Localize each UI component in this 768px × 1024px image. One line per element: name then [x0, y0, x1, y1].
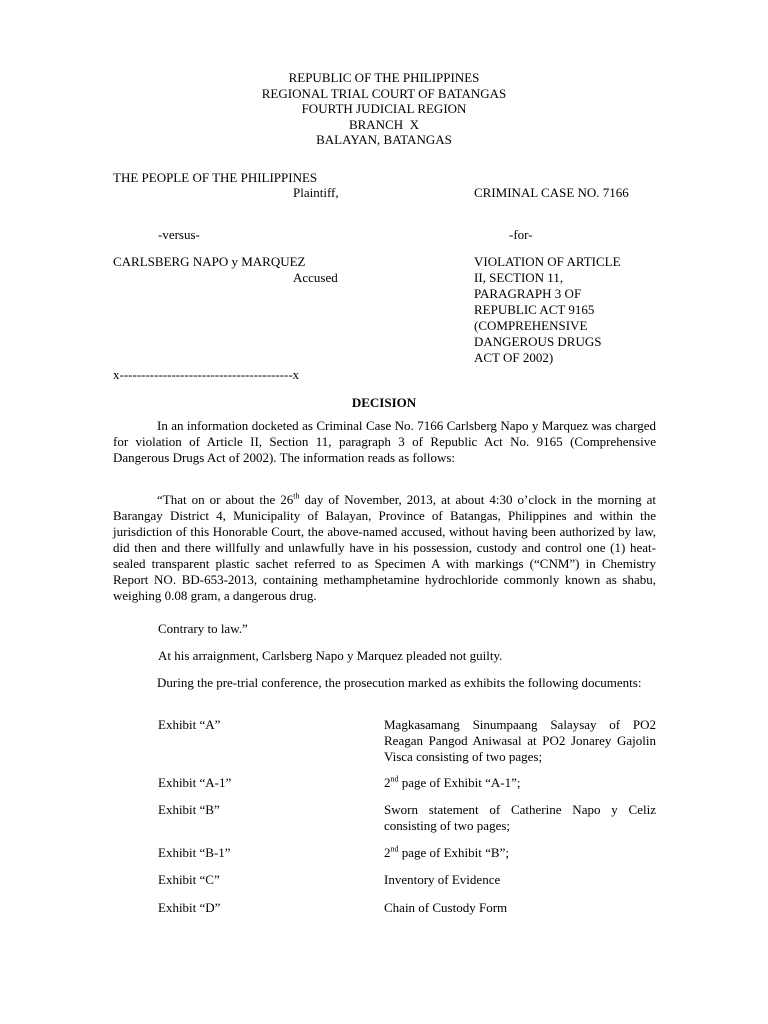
exhibit-label: Exhibit “A-1”: [158, 775, 232, 790]
paragraph-arraignment: At his arraignment, Carlsberg Napo y Marquez pleaded not guilty.: [158, 648, 503, 663]
charge-line: DANGEROUS DRUGS: [474, 334, 602, 349]
exhibit-label: Exhibit “A”: [158, 717, 221, 732]
exhibit-description-suffix: nd: [390, 844, 399, 854]
court-header: [0, 70, 768, 148]
versus-label: -versus-: [158, 227, 200, 242]
header-line-location: BALAYAN, BATANGAS: [316, 132, 452, 147]
exhibit-label: Exhibit “B”: [158, 802, 220, 817]
exhibit-label: Exhibit “C”: [158, 872, 220, 887]
quote-text-rest: day of November, 2013, at about 4:30 o’clock in the morning at Barangay District 4, Municipality of Balayan, Province of Batangas, Philippines and within the jurisdiction of this Honorable Court, the above-named accused, without having been authorized by law, did then and there willfully and unlawfully have in his possession, custody and control one (1) heat-sealed transparent plastic sachet referred to as Specimen A with markings (“CNM”) in Chemistry Report NO. BD-653-2013, containing methamphetamine hydrochloride commonly known as shabu, weighing 0.08 gram, a dangerous drug.: [113, 492, 657, 603]
charge-line: ACT OF 2002): [474, 350, 554, 365]
exhibit-description: [384, 775, 656, 791]
exhibit-description-suffix: nd: [390, 774, 399, 784]
paragraph-information-text: In an information docketed as Criminal Case No. 7166 Carlsberg Napo y Marquez was charged for violation of Article II, Section 11, paragraph 3 of Republic Act No. 9165 (Comprehensive Dangerous Drugs Act of 2002). The information reads as follows:: [113, 418, 656, 465]
accused-role: Accused: [293, 270, 338, 285]
caption-separator: x----------------------------------------x: [113, 367, 300, 382]
case-number: CRIMINAL CASE NO. 7166: [474, 185, 629, 200]
charge-line: REPUBLIC ACT 9165: [474, 302, 595, 317]
exhibit-description-number: 2: [384, 845, 391, 860]
plaintiff-role: Plaintiff,: [293, 185, 339, 200]
paragraph-information: [113, 418, 656, 466]
plaintiff-name: THE PEOPLE OF THE PHILIPPINES: [113, 170, 318, 185]
header-line-court: REGIONAL TRIAL COURT OF BATANGAS: [261, 85, 507, 101]
paragraph-quote: [113, 492, 656, 604]
charge-line: (COMPREHENSIVE: [474, 318, 588, 333]
exhibit-description: Sworn statement of Catherine Napo y Celiz consisting of two pages;: [384, 802, 656, 833]
document-title: DECISION: [351, 395, 417, 410]
exhibit-description-number: 2: [384, 775, 391, 790]
paragraph-pretrial: [113, 675, 656, 691]
exhibit-description: [384, 845, 656, 861]
exhibit-description-text: page of Exhibit “B”;: [398, 845, 509, 860]
charge-block: [474, 254, 621, 366]
quote-text-start: “That on or about the 26: [157, 492, 294, 507]
for-label: -for-: [509, 227, 533, 242]
quote-ordinal-suffix: th: [293, 491, 300, 501]
paragraph-pretrial-text: During the pre-trial conference, the prosecution marked as exhibits the following documents:: [157, 675, 642, 690]
exhibit-label: Exhibit “D”: [158, 900, 221, 915]
header-line-branch: BRANCH X: [348, 116, 420, 132]
contrary-to-law: Contrary to law.”: [158, 621, 248, 636]
charge-line: II, SECTION 11,: [474, 270, 564, 285]
exhibit-description: Magkasamang Sinumpaang Salaysay of PO2 Reagan Pangod Aniwasal at PO2 Jonarey Gajolin Visca consisting of two pages;: [384, 717, 656, 764]
accused-name: CARLSBERG NAPO y MARQUEZ: [113, 254, 306, 269]
exhibit-description-text: page of Exhibit “A-1”;: [398, 775, 521, 790]
charge-line: PARAGRAPH 3 OF: [474, 286, 582, 301]
header-line-republic: REPUBLIC OF THE PHILIPPINES: [288, 70, 480, 85]
exhibit-description: Inventory of Evidence: [384, 872, 501, 887]
header-line-region: FOURTH JUDICIAL REGION: [301, 101, 467, 116]
exhibit-description: Chain of Custody Form: [384, 900, 508, 915]
exhibit-label: Exhibit “B-1”: [158, 845, 231, 860]
charge-line: VIOLATION OF ARTICLE: [474, 254, 621, 269]
